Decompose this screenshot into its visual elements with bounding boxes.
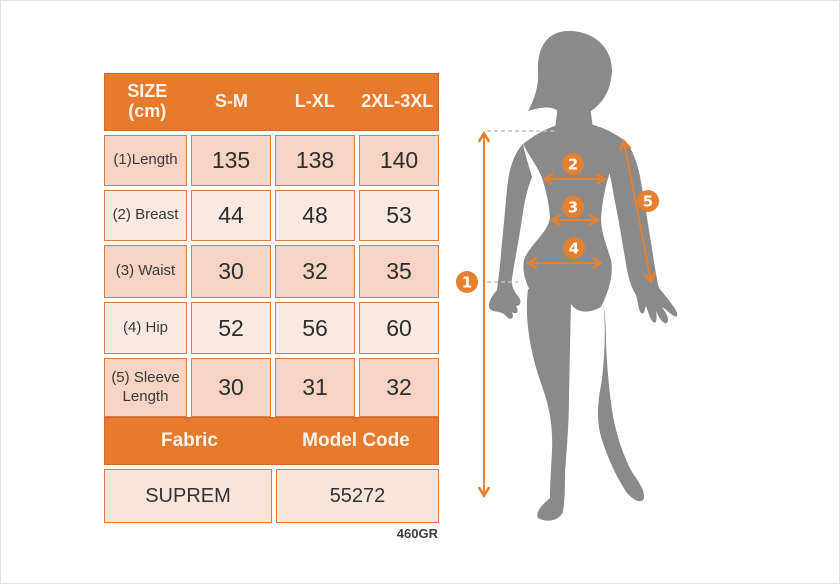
model-code-header: Model Code (302, 430, 410, 451)
size-value: 35 (359, 245, 439, 298)
size-value: 30 (191, 358, 271, 417)
svg-text:1: 1 (461, 273, 473, 292)
size-unit-header: SIZE (cm) (127, 81, 168, 121)
svg-text:2: 2 (567, 155, 579, 174)
weight-note: 460GR (396, 526, 438, 541)
size-table-header (104, 73, 439, 131)
row-label: (1)Length (104, 135, 187, 186)
measurement-marker-4 (563, 237, 585, 259)
size-value: 53 (359, 190, 439, 241)
size-value: 60 (359, 302, 439, 354)
size-table-body (104, 135, 439, 417)
info-table-header (104, 417, 439, 465)
fabric-value: SUPREM (104, 469, 272, 523)
table-row (104, 190, 439, 241)
info-table-row (104, 469, 439, 523)
size-col-lxl: L-XL (294, 91, 335, 112)
row-label: (5) Sleeve Length (104, 358, 187, 417)
table-row (104, 302, 439, 354)
model-code-value: 55272 (276, 469, 439, 523)
size-col-2xl3xl: 2XL-3XL (361, 91, 434, 112)
size-value: 30 (191, 245, 271, 298)
size-value: 44 (191, 190, 271, 241)
size-value: 56 (275, 302, 355, 354)
measurement-marker-3 (562, 196, 584, 218)
measurement-marker-5 (637, 190, 659, 212)
size-value: 32 (275, 245, 355, 298)
size-value: 32 (359, 358, 439, 417)
measurement-figure (441, 9, 711, 565)
table-row (104, 135, 439, 186)
size-value: 135 (191, 135, 271, 186)
size-col-sm: S-M (214, 91, 248, 112)
table-row (104, 358, 439, 417)
svg-text:4: 4 (568, 239, 580, 258)
size-value: 52 (191, 302, 271, 354)
fabric-header: Fabric (160, 430, 218, 451)
svg-text:3: 3 (567, 198, 579, 217)
size-value: 48 (275, 190, 355, 241)
row-label: (2) Breast (104, 190, 187, 241)
svg-text:5: 5 (642, 192, 654, 211)
table-row (104, 245, 439, 298)
row-label: (3) Waist (104, 245, 187, 298)
measurement-marker-2 (562, 153, 584, 175)
size-value: 31 (275, 358, 355, 417)
row-label: (4) Hip (104, 302, 187, 354)
size-value: 138 (275, 135, 355, 186)
measurement-marker-1 (456, 271, 478, 293)
size-value: 140 (359, 135, 439, 186)
body-silhouette-diagram (441, 9, 711, 565)
